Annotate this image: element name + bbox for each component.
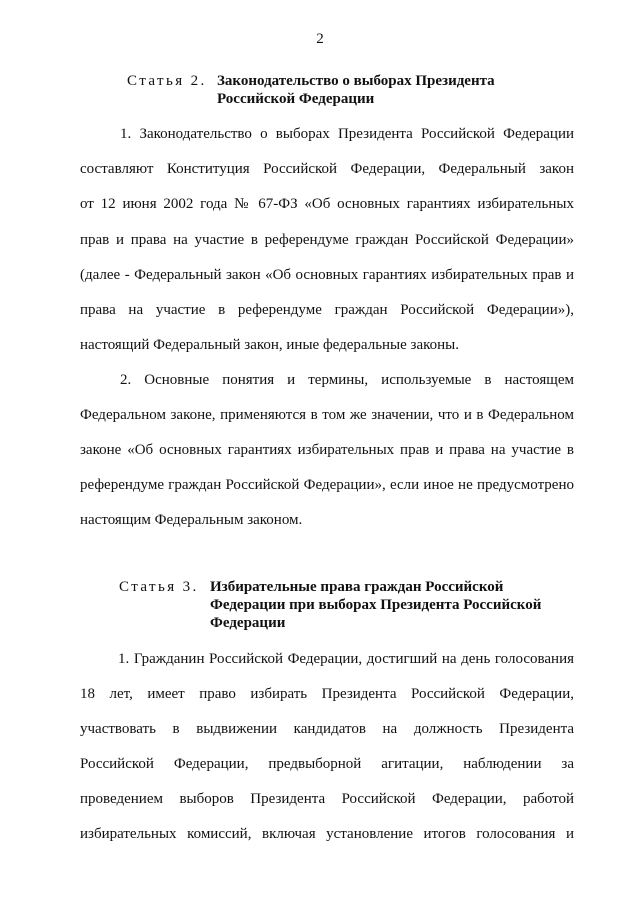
article-2-title <box>217 72 495 108</box>
article-2-p2-line: Федеральном законе, применяются в том же значении, что и в Федеральном <box>80 407 574 423</box>
article-3-title-line: Федерации <box>210 615 286 631</box>
article-2-heading <box>127 72 495 108</box>
article-2-p1-line: прав и права на участие в референдуме граждан Российской Федерации» <box>80 232 574 248</box>
article-3-title <box>210 578 541 632</box>
article-3-p1-line: Российской Федерации, предвыборной агитации, наблюдении за <box>80 756 574 772</box>
article-3-heading <box>119 578 541 632</box>
article-2-p2-line: законе «Об основных гарантиях избирательных прав и права на участие в <box>80 442 574 458</box>
article-3-p1-line: участвовать в выдвижении кандидатов на должность Президента <box>80 721 574 737</box>
article-3-p1-line: 1. Гражданин Российской Федерации, достигший на день голосования <box>118 651 574 667</box>
article-2-p1-line: права на участие в референдуме граждан Российской Федерации»), <box>80 302 574 318</box>
article-2-label: Статья 2. <box>127 73 207 89</box>
article-3-title-line: Избирательные права граждан Российской <box>210 579 504 595</box>
article-3-p1-line: 18 лет, имеет право избирать Президента Российской Федерации, <box>80 686 574 702</box>
article-2-p1-line: составляют Конституция Российской Федерации, Федеральный закон <box>80 161 574 177</box>
article-2-p1-line: от 12 июня 2002 года № 67-ФЗ «Об основных гарантиях избирательных <box>80 196 574 212</box>
article-2-title-line: Российской Федерации <box>217 91 375 107</box>
article-3-title-line: Федерации при выборах Президента Российской <box>210 597 542 613</box>
article-2-p1-line: 1. Законодательство о выборах Президента Российской Федерации <box>120 126 574 142</box>
article-2-p2-line: 2. Основные понятия и термины, используемые в настоящем <box>120 372 574 388</box>
article-3-label: Статья 3. <box>119 579 199 595</box>
article-3-p1-line: проведением выборов Президента Российской Федерации, работой <box>80 791 574 807</box>
article-2-p2-line: настоящим Федеральным законом. <box>80 512 303 528</box>
article-3-p1-line: избирательных комиссий, включая установление итогов голосования и <box>80 826 574 842</box>
article-2-p1-line: настоящий Федеральный закон, иные федеральные законы. <box>80 337 460 353</box>
page-number: 2 <box>316 31 324 47</box>
article-2-p2-line: референдуме граждан Российской Федерации», если иное не предусмотрено <box>80 477 574 493</box>
article-2-title-line: Законодательство о выборах Президента <box>217 73 495 89</box>
article-2-p1-line: (далее - Федеральный закон «Об основных гарантиях избирательных прав и <box>80 267 574 283</box>
